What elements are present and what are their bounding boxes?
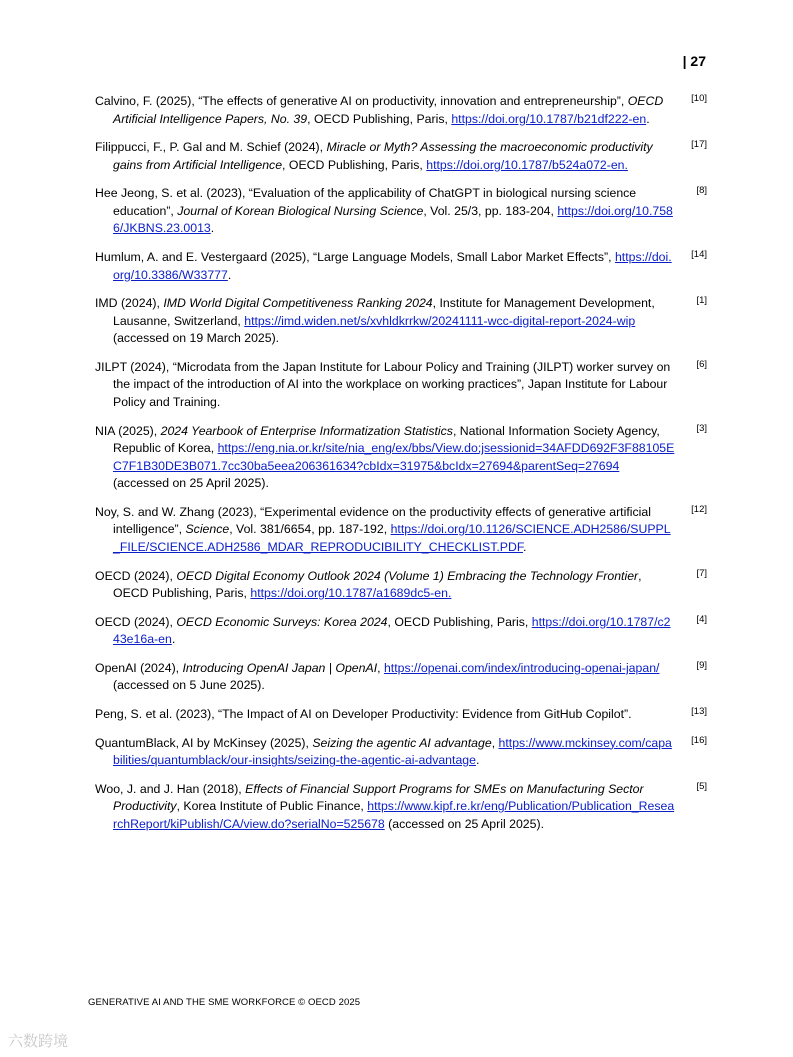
reference-text: NIA (2025), [95,423,161,438]
reference-text: (accessed on 5 June 2025). [113,678,265,693]
reference-link[interactable]: https://doi.org/10.1787/b524a072-en. [426,157,628,172]
reference-text: OpenAI (2024), [95,660,183,675]
reference-entry [95,504,707,557]
reference-text: , OECD Publishing, Paris, [307,111,452,126]
reference-number: [9] [696,659,707,671]
reference-number: [13] [691,706,707,718]
reference-text: (accessed on 25 April 2025). [113,476,269,491]
reference-text: , Vol. 25/3, pp. 183-204, [423,203,558,218]
reference-title: OECD Digital Economy Outlook 2024 (Volume 1) Embracing the Technology Frontier [176,568,639,583]
reference-entry [95,614,707,649]
reference-link[interactable]: https://www.kipf.re.kr/eng/Publication/Publication_ResearchReport/kiPublish/CA/view.do?serialNo=525678 [113,799,675,831]
reference-text: QuantumBlack, AI by McKinsey (2025), [95,735,313,750]
reference-link[interactable]: https://doi.org/10.1787/b21df222-en [451,111,647,126]
reference-entry [95,735,707,770]
reference-entry [95,93,707,128]
reference-entry [95,568,707,603]
reference-entry [95,660,707,695]
reference-list [95,93,707,845]
reference-text: Filippucci, F., P. Gal and M. Schief (2024), [95,140,327,155]
reference-entry [95,706,707,724]
reference-link[interactable]: https://doi.org/10.7586/JKBNS.23.0013 [113,203,673,236]
reference-text: Woo, J. and J. Han (2018), [95,781,246,796]
reference-text: OECD (2024), [95,568,177,583]
reference-text: JILPT (2024), “Microdata from the Japan Institute for Labour Policy and Training (JILPT) worker survey on the impact of the introduction of AI into the workplace on working practices”, Japan Institute for Labour Policy and Training. [95,359,671,409]
reference-number: [7] [696,567,707,579]
reference-text: (accessed on 25 April 2025). [384,816,544,831]
reference-text: , [377,660,384,675]
reference-number: [6] [696,358,707,370]
reference-text: , OECD Publishing, Paris, [282,157,427,172]
reference-text: Noy, S. and W. Zhang (2023), “Experimental evidence on the productivity effects of generative artificial intelligence”, [95,504,651,537]
reference-number: [14] [691,249,707,261]
reference-title: Journal of Korean Biological Nursing Science [177,203,424,218]
reference-text: , Institute for Management Development, Lausanne, Switzerland, [113,296,655,328]
reference-title: Science [185,522,230,537]
reference-number: [3] [696,422,707,434]
reference-title: Seizing the agentic AI advantage [312,735,492,750]
reference-text: (accessed on 19 March 2025). [113,331,280,346]
reference-number: [16] [691,734,707,746]
reference-text: . [475,753,480,768]
reference-text: Calvino, F. (2025), “The effects of generative AI on productivity, innovation and entrepreneurship”, [95,94,628,108]
reference-text: , OECD Publishing, Paris, [387,614,532,629]
reference-text: , Korea Institute of Public Finance, [176,799,368,814]
reference-link[interactable]: https://doi.org/10.1787/a1689dc5-en. [250,586,452,600]
reference-entry [95,359,707,412]
reference-number: [5] [696,780,707,792]
reference-text: Humlum, A. and E. Vestergaard (2025), “Large Language Models, Small Labor Market Effects”, [95,250,615,265]
reference-text: . [227,267,232,282]
reference-number: [1] [696,295,707,307]
reference-text: Peng, S. et al. (2023), “The Impact of AI on Developer Productivity: Evidence from GitHub Copilot”. [95,707,632,722]
reference-text: . [646,111,650,126]
reference-link[interactable]: https://imd.widen.net/s/xvhldkrrkw/20241111-wcc-digital-report-2024-wip [244,313,636,328]
reference-number: [10] [691,93,707,104]
reference-entry [95,423,707,493]
reference-text: OECD (2024), [95,614,177,629]
reference-entry [95,249,707,284]
reference-title: Introducing OpenAI Japan | OpenAI [182,660,378,675]
reference-link[interactable]: https://doi.org/10.3386/W33777 [113,250,672,282]
reference-number: [12] [691,503,707,515]
reference-entry [95,781,707,834]
reference-number: [17] [691,139,707,151]
reference-link[interactable]: https://doi.org/10.1126/SCIENCE.ADH2586/SUPPL_FILE/SCIENCE.ADH2586_MDAR_REPRODUCIBILITY_CHECKLIST.PDF [113,522,671,554]
reference-text: , [491,735,499,750]
footer: GENERATIVE AI AND THE SME WORKFORCE © OECD 2025 [88,997,361,1008]
reference-link[interactable]: https://openai.com/index/introducing-openai-japan/ [383,660,660,675]
reference-link[interactable]: https://www.mckinsey.com/capabilities/quantumblack/our-insights/seizing-the-agentic-ai-advantage [113,735,672,768]
reference-entry [95,139,707,174]
reference-entry [95,185,707,238]
reference-title: OECD Artificial Intelligence Papers, No. 39 [113,94,664,126]
reference-text: IMD (2024), [95,296,164,311]
reference-text: Hee Jeong, S. et al. (2023), “Evaluation of the applicability of ChatGPT in biological nursing science education”, [95,186,637,218]
page-number: | 27 [682,53,706,69]
reference-text: , Vol. 381/6654, pp. 187-192, [229,522,391,537]
reference-title: OECD Economic Surveys: Korea 2024 [176,614,388,629]
reference-text: . [210,221,215,236]
reference-number: [4] [696,613,707,625]
reference-title: Effects of Financial Support Programs for SMEs on Manufacturing Sector Productivity [113,781,644,814]
reference-title: IMD World Digital Competitiveness Ranking 2024 [163,296,433,311]
reference-text: , National Information Society Agency, Republic of Korea, [113,423,660,456]
reference-title: Miracle or Myth? Assessing the macroeconomic productivity gains from Artificial Intelligence [113,140,653,172]
watermark: 六数跨境 [8,1033,69,1050]
reference-entry [95,295,707,348]
reference-title: 2024 Yearbook of Enterprise Informatization Statistics [160,423,453,438]
reference-text: . [171,632,176,647]
reference-link[interactable]: https://eng.nia.or.kr/site/nia_eng/ex/bbs/View.do;jsessionid=34AFDD692F3F88105EC7F1B30DE3B071.7cc30ba5eea206361634?cbIdx=31975&bcIdx=27694&parentSeq=27694 [113,441,675,473]
reference-text: , OECD Publishing, Paris, [113,568,642,600]
reference-text: . [523,539,527,554]
reference-number: [8] [696,185,707,197]
reference-link[interactable]: https://doi.org/10.1787/c243e16a-en [113,614,671,647]
